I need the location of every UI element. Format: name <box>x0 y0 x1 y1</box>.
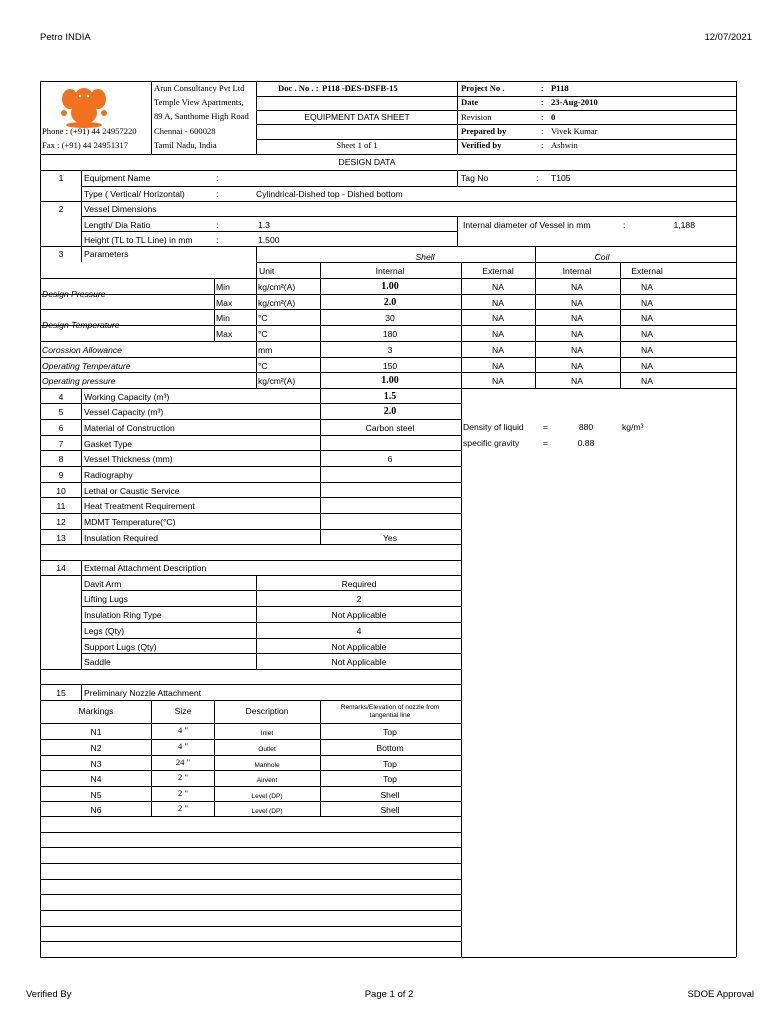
item-number: 12 <box>56 517 66 527</box>
grid-line <box>81 590 461 591</box>
nozzle-description: Inlet <box>260 730 274 737</box>
equipment-name-colon: : <box>216 173 219 183</box>
grid-line <box>736 81 737 957</box>
grid-line <box>81 638 461 639</box>
shell-external-header: External <box>482 266 514 276</box>
grid-line <box>40 81 41 957</box>
item-number: 5 <box>58 407 64 417</box>
company-fax: Fax : (+91) 44 24951317 <box>42 140 129 150</box>
shell-internal-value: 1.00 <box>381 281 399 292</box>
density-unit: kg/m³ <box>622 422 644 432</box>
grid-line <box>40 941 461 942</box>
grid-line <box>81 622 461 623</box>
project-sep: : <box>541 112 544 122</box>
coil-external-value: NA <box>641 298 653 308</box>
project-sep: : <box>541 126 544 136</box>
doc-no-label: Doc . No . : <box>278 83 319 93</box>
parameter-unit: kg/cm²(A) <box>258 282 296 292</box>
doc-no-value: P118 -DES-DSFB-15 <box>322 83 398 93</box>
nozzle-description: Level (DP) <box>251 808 283 815</box>
grid-line <box>40 201 736 202</box>
item-number: 6 <box>58 423 64 433</box>
shell-internal-value: 2.0 <box>383 297 397 308</box>
attachment-label: Support Lugs (Qty) <box>84 642 157 652</box>
attachment-value: Not Applicable <box>331 642 387 652</box>
grid-line <box>81 170 82 246</box>
project-value: P118 <box>551 83 569 93</box>
project-sep: : <box>541 140 544 150</box>
density-value: 880 <box>578 422 594 432</box>
attachment-value: Not Applicable <box>331 610 387 620</box>
tag-no-colon: : <box>536 173 539 183</box>
nozzle-description: Airvent <box>256 777 278 784</box>
item-value: Yes <box>382 533 398 543</box>
grid-line <box>457 216 458 246</box>
project-label: Revision <box>461 112 492 122</box>
grid-line <box>457 81 458 154</box>
nozzle-remarks: Top <box>383 774 397 784</box>
shell-internal-value: 30 <box>385 313 395 323</box>
shell-header: Shell <box>415 252 435 262</box>
doc-title: EQUIPMENT DATA SHEET <box>304 112 410 122</box>
grid-line <box>40 700 461 701</box>
parameter-label: Corossion Allowance <box>42 345 122 355</box>
grid-line <box>40 832 461 833</box>
item-label: Lethal or Caustic Service <box>84 486 180 496</box>
density-label: Density of liquid <box>463 422 524 432</box>
item-number: 15 <box>56 688 66 698</box>
item-label: MDMT Temperature(°C) <box>84 517 176 527</box>
coil-internal-value: NA <box>571 313 583 323</box>
grid-line <box>256 96 736 97</box>
grid-line <box>40 863 461 864</box>
parameter-unit: kg/cm²(A) <box>258 298 296 308</box>
grid-line <box>81 231 457 232</box>
grid-line <box>40 910 461 911</box>
item-number: 8 <box>58 454 64 464</box>
grid-line <box>40 684 461 685</box>
ganesha-logo-icon <box>56 83 112 129</box>
grid-line <box>256 110 736 111</box>
height-value: 1,500 <box>258 235 280 245</box>
page-header-company: Petro INDIA <box>40 32 91 43</box>
parameter-min-max: Min <box>216 313 230 323</box>
attachment-label: Insulation Ring Type <box>84 610 162 620</box>
item-number: 1 <box>58 173 64 183</box>
nozzle-remarks: Shell <box>380 805 400 815</box>
parameter-min-max: Max <box>216 329 233 339</box>
parameter-min-max: Min <box>216 282 230 292</box>
doc-sheet: Sheet 1 of 1 <box>336 140 378 150</box>
grid-line <box>40 388 461 389</box>
parameter-label: Design Temperature <box>42 320 120 330</box>
attachment-label: Davit Arm <box>84 579 122 589</box>
parameters-label: Parameters <box>84 249 129 259</box>
item-label: Working Capacity (m³) <box>84 392 170 402</box>
parameter-unit: °C <box>258 361 268 371</box>
grid-line <box>40 482 461 483</box>
shell-external-value: NA <box>492 345 504 355</box>
coil-header: Coil <box>594 252 610 262</box>
coil-external-value: NA <box>641 329 653 339</box>
footer-page-number: Page 1 of 2 <box>364 989 414 1000</box>
height-label: Height (TL to TL Line) in mm <box>84 235 193 245</box>
grid-line <box>214 294 736 295</box>
coil-external-value: NA <box>641 376 653 386</box>
item-number: 14 <box>56 563 66 573</box>
nozzle-size: 2 " <box>178 772 188 782</box>
item-label: Vessel Capacity (m³) <box>84 407 164 417</box>
item-label: Heat Treatment Requirement <box>84 501 195 511</box>
grid-line <box>256 246 257 388</box>
grid-line <box>40 847 461 848</box>
grid-line <box>40 435 461 436</box>
grid-line <box>40 466 461 467</box>
item-number: 11 <box>56 501 66 511</box>
coil-internal-value: NA <box>571 376 583 386</box>
nozzle-remarks-header: Remarks/Elevation of nozzle from <box>340 704 440 711</box>
grid-line <box>256 124 736 125</box>
grid-line <box>457 170 458 186</box>
grid-line <box>81 246 82 262</box>
grid-line <box>81 216 736 217</box>
grid-line <box>40 81 736 82</box>
grid-line <box>40 529 461 530</box>
parameter-unit: °C <box>258 313 268 323</box>
grid-line <box>40 357 736 358</box>
grid-line <box>40 309 736 310</box>
grid-line <box>40 739 461 740</box>
nozzle-remarks: Shell <box>380 790 400 800</box>
grid-line <box>40 170 736 171</box>
shell-external-value: NA <box>492 298 504 308</box>
project-value: 23-Aug-2010 <box>551 97 598 107</box>
item-label: Material of Construction <box>84 423 175 433</box>
coil-external-value: NA <box>641 361 653 371</box>
parameter-unit: °C <box>258 329 268 339</box>
company-address-4: Tamil Nadu, India <box>154 140 217 150</box>
specific-gravity-label: specific gravity <box>463 438 520 448</box>
nozzle-remarks: Top <box>383 727 397 737</box>
ld-ratio-colon: : <box>216 220 219 230</box>
nozzle-markings-header: Markings <box>78 706 114 716</box>
attachment-label: Saddle <box>84 657 111 667</box>
item-label: Insulation Required <box>84 533 159 543</box>
project-value: Vivek Kumar <box>551 126 598 136</box>
shell-external-value: NA <box>492 329 504 339</box>
item-value: 1.5 <box>383 391 397 402</box>
grid-line <box>40 926 461 927</box>
shell-internal-value: 150 <box>382 361 398 371</box>
nozzle-remarks-header: tangential line <box>369 712 411 719</box>
nozzle-size: 4 " <box>178 725 188 735</box>
grid-line <box>320 700 321 816</box>
item-number: 10 <box>56 486 66 496</box>
company-phone: Phone : (+91) 44 24957220 <box>42 126 137 136</box>
height-colon: : <box>216 235 219 245</box>
shell-internal-value: 180 <box>382 329 398 339</box>
type-label: Type ( Vertical/ Horizontal) <box>84 189 185 199</box>
tag-no-value: T105 <box>551 173 571 183</box>
coil-internal-value: NA <box>571 298 583 308</box>
nozzle-size: 2 " <box>178 788 188 798</box>
shell-internal-value: 1.00 <box>381 375 399 386</box>
shell-internal-header: Internal <box>375 266 405 276</box>
coil-external-value: NA <box>641 282 653 292</box>
grid-line <box>40 341 736 342</box>
nozzle-description: Outlet <box>258 746 276 753</box>
specific-gravity-value: 0.88 <box>577 438 595 448</box>
shell-external-value: NA <box>492 361 504 371</box>
page-footer <box>0 989 768 1003</box>
nozzle-description: Manhole <box>254 762 280 769</box>
attachment-label: Legs (Qty) <box>84 626 125 636</box>
nozzle-size: 4 " <box>178 741 188 751</box>
coil-internal-value: NA <box>571 282 583 292</box>
project-value: Ashwin <box>551 140 578 150</box>
item-value: Carbon steel <box>365 423 415 433</box>
grid-line <box>81 606 461 607</box>
footer-verified-by: Verified By <box>26 989 72 1000</box>
grid-line <box>40 879 461 880</box>
type-value: Cylindrical-Dished top - Dished bottom <box>256 189 403 199</box>
nozzle-description-header: Description <box>245 706 289 716</box>
density-eq: = <box>543 422 549 432</box>
grid-line <box>40 419 461 420</box>
item-value: 2.0 <box>383 406 397 417</box>
coil-internal-value: NA <box>571 345 583 355</box>
coil-external-value: NA <box>641 313 653 323</box>
item-number: 9 <box>58 470 64 480</box>
grid-line <box>81 186 736 187</box>
internal-diameter-colon: : <box>623 220 626 230</box>
company-name: Arun Consultancy Pvt Ltd <box>154 83 245 93</box>
company-address-1: Temple View Apartments, <box>154 97 244 107</box>
equipment-name-label: Equipment Name <box>84 173 151 183</box>
grid-line <box>81 575 461 576</box>
parameter-min-max: Max <box>216 298 233 308</box>
coil-external-header: External <box>631 266 663 276</box>
ld-ratio-label: Length/ Dia Ratio <box>84 220 151 230</box>
grid-line <box>461 388 462 957</box>
project-label: Date <box>461 97 479 107</box>
project-sep: : <box>541 97 544 107</box>
grid-line <box>40 246 736 247</box>
nozzle-marking: N5 <box>90 790 102 800</box>
nozzle-remarks: Top <box>383 759 397 769</box>
grid-line <box>40 755 461 756</box>
shell-internal-value: 3 <box>387 345 393 355</box>
attachment-label: Lifting Lugs <box>84 594 128 604</box>
item-label: Vessel Thickness (mm) <box>84 454 173 464</box>
project-sep: : <box>541 83 544 93</box>
grid-line <box>40 154 736 155</box>
grid-line <box>256 81 257 154</box>
parameter-label: Operating pressure <box>42 376 116 386</box>
grid-line <box>40 770 461 771</box>
attachment-value: 2 <box>356 594 362 604</box>
grid-line <box>256 262 736 263</box>
nozzle-marking: N4 <box>90 774 102 784</box>
project-label: Project No . <box>461 83 505 93</box>
item-number: 13 <box>56 533 66 543</box>
unit-header: Unit <box>259 266 275 276</box>
vessel-dimensions-label: Vessel Dimensions <box>84 204 157 214</box>
design-data-title: DESIGN DATA <box>338 157 396 167</box>
ld-ratio-value: 1.3 <box>258 220 270 230</box>
internal-diameter-label: Internal diameter of Vessel in mm <box>463 220 591 230</box>
grid-line <box>151 700 152 816</box>
item-number: 7 <box>58 439 64 449</box>
tag-no-label: Tag No <box>461 173 489 183</box>
shell-external-value: NA <box>492 376 504 386</box>
nozzle-size: 24 " <box>175 757 191 767</box>
nozzle-size: 2 " <box>178 803 188 813</box>
parameter-label: Operating Temperature <box>42 361 131 371</box>
grid-line <box>40 957 736 958</box>
parameter-label: Design Pressure <box>42 289 106 299</box>
item-number: 3 <box>58 249 64 259</box>
grid-line <box>40 513 461 514</box>
grid-line <box>40 372 736 373</box>
grid-line <box>214 700 215 816</box>
grid-line <box>40 669 461 670</box>
grid-line <box>40 497 461 498</box>
internal-diameter-value: 1,188 <box>673 220 695 230</box>
nozzle-marking: N1 <box>90 727 102 737</box>
company-address-3: Chennai - 600028 <box>154 126 216 136</box>
grid-line <box>40 450 461 451</box>
nozzle-marking: N3 <box>90 759 102 769</box>
coil-external-value: NA <box>641 345 653 355</box>
project-label: Prepared by <box>461 126 507 136</box>
coil-internal-value: NA <box>571 361 583 371</box>
item-label: Gasket Type <box>84 439 133 449</box>
attachment-value: 4 <box>356 626 362 636</box>
grid-line <box>40 786 461 787</box>
nozzle-marking: N2 <box>90 743 102 753</box>
shell-external-value: NA <box>492 282 504 292</box>
grid-line <box>81 684 82 700</box>
grid-line <box>535 246 536 388</box>
attachment-value: Not Applicable <box>331 657 387 667</box>
item-number: 2 <box>58 204 64 214</box>
grid-line <box>40 560 461 561</box>
nozzle-marking: N6 <box>90 805 102 815</box>
grid-line <box>40 894 461 895</box>
grid-line <box>151 81 152 154</box>
grid-line <box>81 653 461 654</box>
nozzle-description: Level (DP) <box>251 793 283 800</box>
page-header-date: 12/07/2021 <box>704 32 752 43</box>
attachment-value: Required <box>341 579 377 589</box>
grid-line <box>40 544 461 545</box>
company-address-2: 89 A, Santhome High Road <box>154 111 249 121</box>
specific-gravity-eq: = <box>543 438 549 448</box>
coil-internal-header: Internal <box>562 266 592 276</box>
item-value: 6 <box>387 454 393 464</box>
nozzle-attachment-label: Preliminary Nozzle Attachment <box>84 688 202 698</box>
grid-line <box>40 723 461 724</box>
coil-internal-value: NA <box>571 329 583 339</box>
nozzle-remarks: Bottom <box>376 743 404 753</box>
grid-line <box>214 325 736 326</box>
project-value: 0 <box>551 112 556 122</box>
shell-external-value: NA <box>492 313 504 323</box>
parameter-unit: mm <box>258 345 273 355</box>
item-number: 4 <box>58 392 64 402</box>
type-colon: : <box>216 189 219 199</box>
external-attachment-label: External Attachment Description <box>84 563 207 573</box>
item-label: Radiography <box>84 470 133 480</box>
nozzle-size-header: Size <box>174 706 192 716</box>
grid-line <box>40 278 736 279</box>
project-label: Verified by <box>461 140 502 150</box>
footer-sdoe-approval: SDOE Approval <box>687 989 754 1000</box>
parameter-unit: kg/cm²(A) <box>258 376 296 386</box>
grid-line <box>40 403 461 404</box>
